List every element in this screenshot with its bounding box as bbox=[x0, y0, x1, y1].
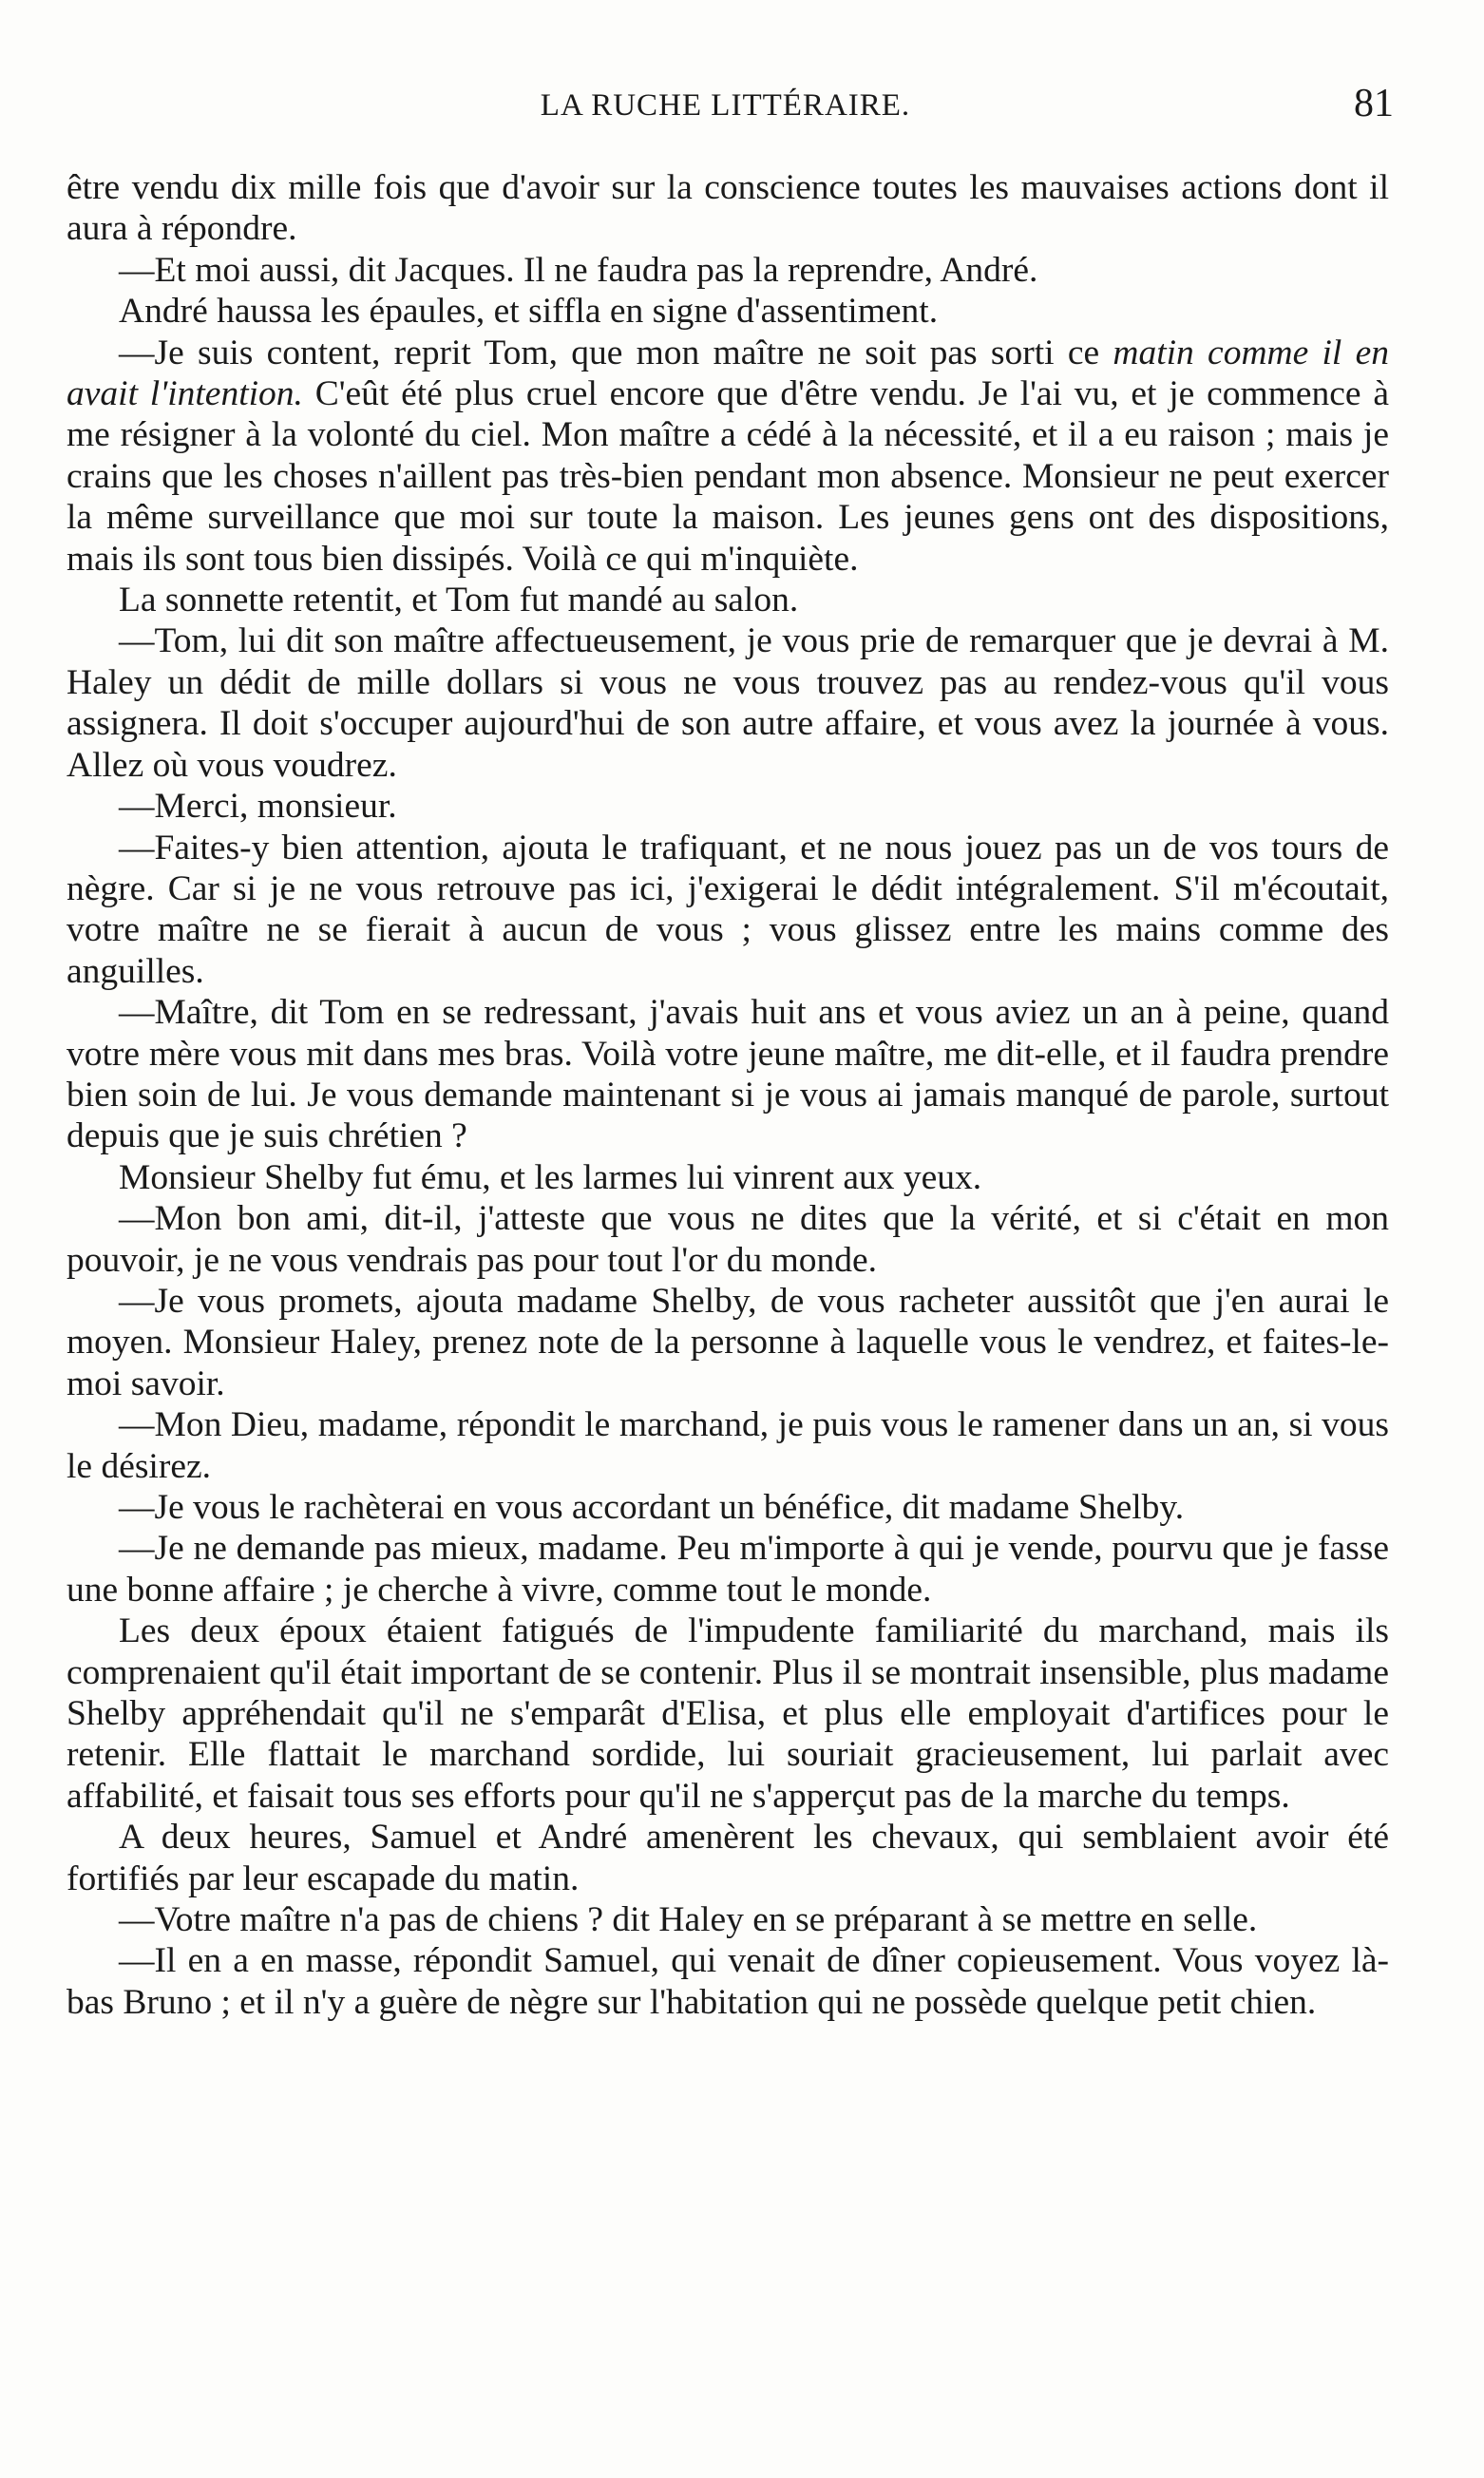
paragraph bbox=[67, 333, 1389, 580]
page-number: 81 bbox=[1354, 82, 1394, 125]
paragraph: —Mon bon ami, dit-il, j'atteste que vous ne dites que la vérité, et si c'était en mon pouvoir, je ne vous vendrais pas pour tout l'or du monde. bbox=[67, 1199, 1389, 1280]
paragraph: André haussa les épaules, et siffla en signe d'assentiment. bbox=[119, 292, 939, 332]
italic-segment: matin comme il en avait l'intention. bbox=[67, 333, 1389, 414]
paragraph: —Faites-y bien attention, ajouta le trafiquant, et ne nous jouez pas un de vos tours de nègre. Car si je ne vous retrouve pas ici, j'exigerai le dédit intégralement. S'il m'écoutait, votre maître ne se fierait à aucun de vous ; vous glissez entre les mains comme des anguilles. bbox=[67, 828, 1389, 991]
paragraph: —Il en a en masse, répondit Samuel, qui venait de dîner copieusement. Vous voyez là-bas Bruno ; et il n'y a guère de nègre sur l'habitation qui ne possède quelque petit chien. bbox=[67, 1941, 1389, 2022]
paragraph: —Mon Dieu, madame, répondit le marchand, je puis vous le ramener dans un an, si vous le désirez. bbox=[67, 1405, 1389, 1486]
paragraph: —Et moi aussi, dit Jacques. Il ne faudra pas la reprendre, André. bbox=[119, 250, 1038, 290]
running-title: LA RUCHE LITTÉRAIRE. bbox=[540, 88, 911, 123]
paragraph: —Maître, dit Tom en se redressant, j'avais huit ans et vous aviez un an à peine, quand votre mère vous mit dans mes bras. Voilà votre jeune maître, me dit-elle, et il faudra prendre bien soin de lui. Je vous demande maintenant si je vous ai jamais manqué de parole, surtout depuis que je suis chrétien ? bbox=[67, 993, 1389, 1156]
paragraph-segment: C'eût été plus cruel encore que d'être vendu. Je l'ai vu, et je commence à me résigner à la volonté du ciel. Mon maître a cédé à la nécessité, et il a eu raison ; mais je crains que les choses n'aillent pas très-bien pendant mon absence. Monsieur ne peut exercer la même surveillance que moi sur toute la maison. Les jeunes gens ont des dispositions, mais ils sont tous bien dissipés. Voilà ce qui m'inquiète. bbox=[67, 374, 1389, 579]
paragraph: Monsieur Shelby fut ému, et les larmes lui vinrent aux yeux. bbox=[119, 1157, 982, 1197]
paragraph: A deux heures, Samuel et André amenèrent les chevaux, qui semblaient avoir été fortifiés par leur escapade du matin. bbox=[67, 1818, 1389, 1898]
paragraph: —Tom, lui dit son maître affectueusement, je vous prie de remarquer que je devrai à M. Haley un dédit de mille dollars si vous ne vous trouvez pas au rendez-vous qu'il vous assignera. Il doit s'occuper aujourd'hui de son autre affaire, et vous avez la journée à vous. Allez où vous voudrez. bbox=[67, 621, 1389, 785]
paragraph: —Je ne demande pas mieux, madame. Peu m'importe à qui je vende, pourvu que je fasse une bonne affaire ; je cherche à vivre, comme tout le monde. bbox=[67, 1529, 1389, 1610]
page-header bbox=[57, 81, 1394, 138]
body-text bbox=[67, 167, 1389, 2023]
paragraph: être vendu dix mille fois que d'avoir sur la conscience toutes les mauvaises actions dont il aura à répondre. bbox=[67, 168, 1389, 249]
paragraph: La sonnette retentit, et Tom fut mandé au salon. bbox=[119, 581, 799, 620]
paragraph-segment: —Je suis content, reprit Tom, que mon maître ne soit pas sorti ce bbox=[119, 333, 1113, 372]
paragraph: —Je vous le rachèterai en vous accordant un bénéfice, dit madame Shelby. bbox=[119, 1488, 1185, 1527]
paragraph: —Je vous promets, ajouta madame Shelby, de vous racheter aussitôt que j'en aurai le moyen. Monsieur Haley, prenez note de la personne à laquelle vous le vendrez, et faites-le-moi savoir. bbox=[67, 1281, 1389, 1403]
paragraph: Les deux époux étaient fatigués de l'impudente familiarité du marchand, mais ils comprenaient qu'il était important de se contenir. Plus il se montrait insensible, plus madame Shelby appréhendait qu'il ne s'emparât d'Elisa, et plus elle employait d'artifices pour le retenir. Elle flattait le marchand sordide, lui souriait gracieusement, lui parlait avec affabilité, et faisait tous ses efforts pour qu'il ne s'apperçut pas de la marche du temps. bbox=[67, 1611, 1389, 1816]
paragraph: —Votre maître n'a pas de chiens ? dit Haley en se préparant à se mettre en selle. bbox=[119, 1900, 1258, 1940]
paragraph: —Merci, monsieur. bbox=[119, 787, 397, 827]
